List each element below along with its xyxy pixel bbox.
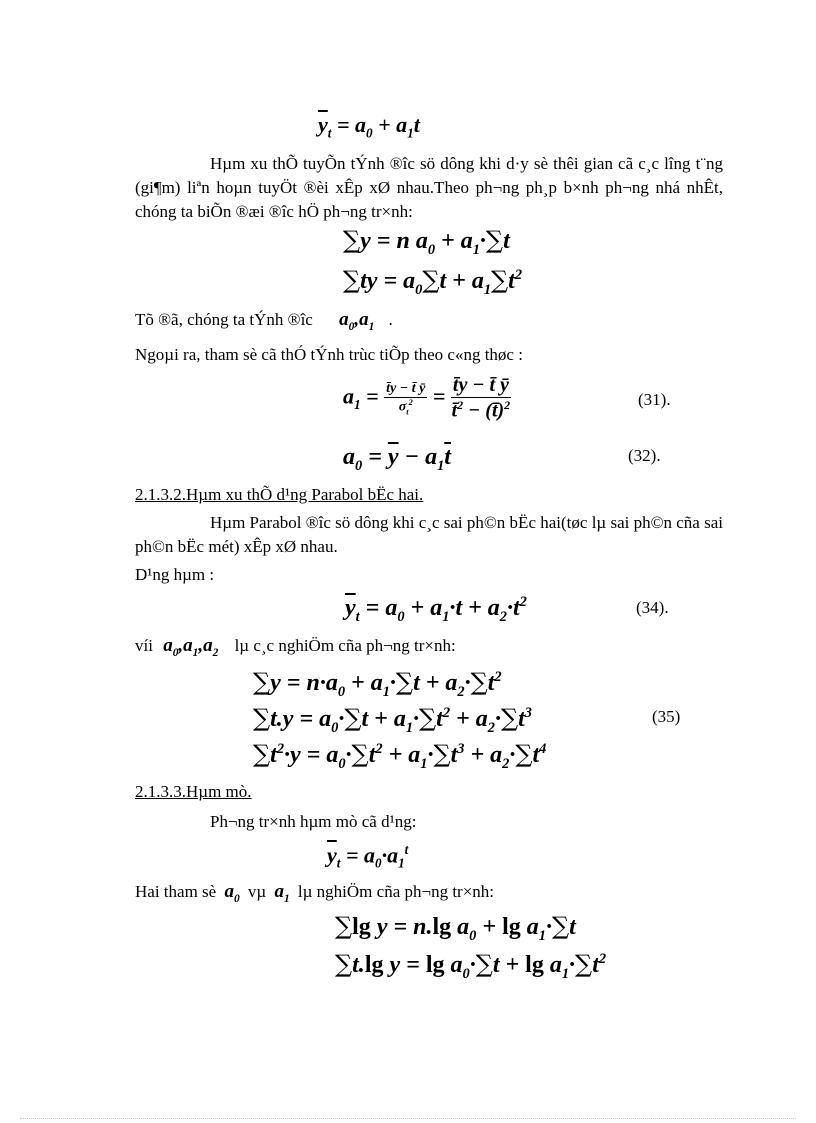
params-a0-a1-a2: $a_0,a_1,a_2$ (163, 635, 219, 659)
paragraph-exponential-form: Ph¬ng tr×nh hµm mò cã d¹ng: (210, 812, 417, 831)
paragraph-direct-formula: Ngoµi ra, tham sè cã thÓ tÝnh trùc tiÕp theo c«ng thøc : (135, 345, 523, 364)
equation-normal-2: $\sum ty = a_0\sum t + a_1\sum t^2$ (343, 266, 523, 298)
equation-log-1: ∑lg y = n.lg $a_0 + \lg a_1\cdot\sum t$ (335, 912, 576, 944)
paragraph-with-params: víi $a_0,a_1,a_2$ lµ c¸c nghiÖm cña ph¬ng tr×nh: (135, 635, 456, 659)
equation-35-line-3: $\sum t^2\cdot y = a_0\cdot\sum t^2 + a_1\cdot\sum t^3 + a_2\cdot\sum t^4$ (253, 740, 547, 772)
equation-number-31: (31). (638, 390, 671, 409)
equation-34: $\overline{y}_t = a_0 + a_1\cdot t + a_2\cdot t^2$ (345, 594, 527, 625)
paragraph-form-label: D¹ng hµm : (135, 565, 215, 584)
paragraph-compute-params: Tõ ®ã, chóng ta tÝnh ®îc $a_0,a_1$ . (135, 309, 393, 333)
equation-31: $a_1$ = $\frac{t̄y - t̄ ȳ}{\sigma_t^2}$ = $\frac{t̄y - t̄ ȳ}{t̄^2 - (t̄)^2}$ (343, 374, 511, 422)
equation-number-32: (32). (628, 446, 661, 465)
equation-35-line-1: $\sum y = n\cdot a_0 + a_1\cdot\sum t + a_2\cdot\sum t^2$ (253, 668, 502, 700)
equation-exponential: $\overline{y}_t = a_0\cdot a_1^t$ (327, 842, 409, 871)
equation-log-2: ∑t.lg $y = \lg a_0\cdot\sum t + \lg a_1\cdot\sum t^2$ (335, 950, 607, 982)
equation-linear-trend: $\overline{y}_t = a_0 + a_1t$ (318, 112, 420, 141)
page-bottom-divider (20, 1118, 796, 1119)
equation-normal-1: ∑y = n $a_0 + a_1\cdot\sum t$ (343, 226, 510, 258)
paragraph-linear-trend: Hµm xu thÕ tuyÕn tÝnh ®îc sö dông khi d·y sè thêi gian cã c¸c lîng t¨ng (gi¶m) liªn hoµn tuyÖt ®èi xÊp xØ nhau.Theo ph¬ng ph¸p b×nh ph¬ng nhá nhÊt, chóng ta biÕn ®æi ®îc hÖ ph¬ng tr×nh: (135, 154, 723, 221)
equation-35-line-2: $\sum t.y = a_0\cdot\sum t + a_1\cdot\sum t^2 + a_2\cdot\sum t^3$ (253, 704, 532, 736)
section-heading-exponential: 2.1.3.3.Hµm mò. (135, 782, 252, 801)
paragraph-parabola: Hµm Parabol ®îc sö dông khi c¸c sai ph©n bËc hai(tøc lµ sai ph©n cña sai ph©n bËc mét) xÊp xØ nhau. (135, 513, 723, 556)
equation-number-34: (34). (636, 598, 669, 617)
equation-32: $a_0 = \overline{y} - a_1\overline{t}$ (343, 444, 451, 474)
param-a0: $a_0$ (224, 881, 240, 905)
paragraph-two-params: Hai tham sè $a_0$ vµ $a_1$ lµ nghiÖm cña ph¬ng tr×nh: (135, 881, 495, 905)
params-a0-a1: $a_0,a_1$ (339, 309, 375, 333)
param-a1: $a_1$ (274, 881, 290, 905)
equation-number-35: (35) (652, 707, 681, 726)
section-heading-parabola: 2.1.3.2.Hµm xu thÕ d¹ng Parabol bËc hai. (135, 485, 424, 504)
